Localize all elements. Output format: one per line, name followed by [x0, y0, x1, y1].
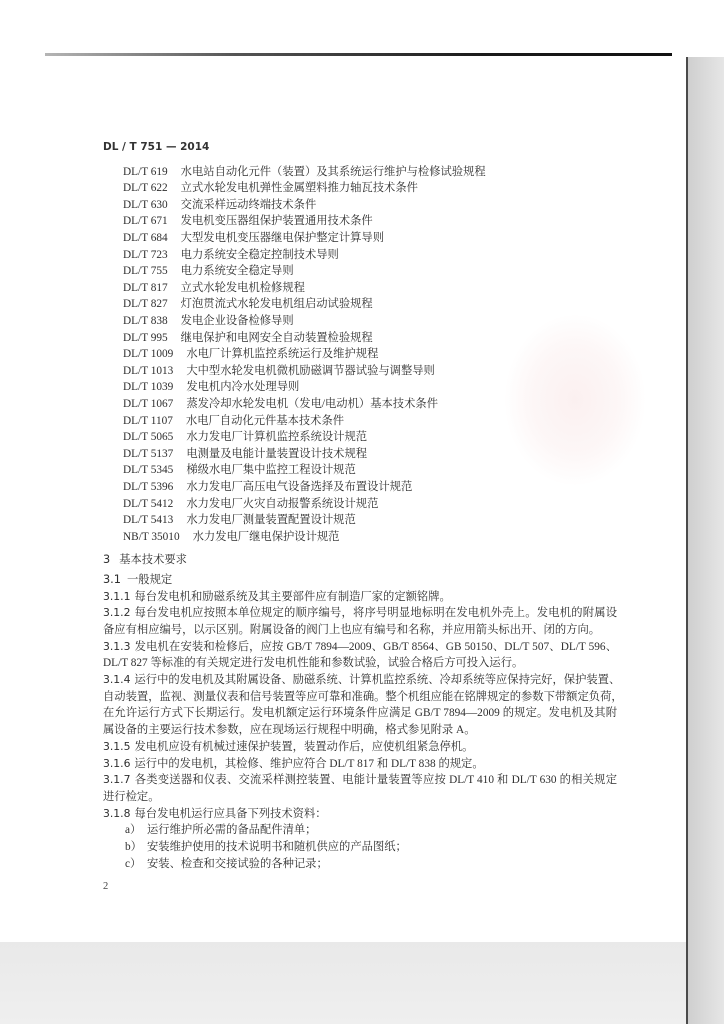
- scan-bottom-shade: [0, 942, 686, 1024]
- clause-text: 在允许运行方式下长期运行。发电机额定运行环境条件应满足 GB/T 7894—2009 的规定。发电机及其附: [103, 707, 617, 720]
- reference-code: DL/T 5396: [123, 480, 174, 493]
- reference-item: [123, 413, 623, 430]
- list-item-label: c）: [125, 857, 142, 870]
- list-item-label: b）: [125, 840, 142, 853]
- clause-text: DL/T 827 等标准的有关规定进行发电机性能和参数试验，试验合格后方可投入运行。: [103, 657, 524, 670]
- reference-title: 发电机变压器组保护装置通用技术条件: [180, 215, 373, 228]
- reference-title: 立式水轮发电机弹性金属塑料推力轴瓦技术条件: [180, 182, 418, 195]
- section-title: 基本技术要求: [119, 552, 187, 566]
- reference-item: [123, 446, 623, 463]
- scan-top-rule: [45, 53, 672, 56]
- reference-item: [123, 379, 623, 396]
- clause-text: 属设备的主要运行技术参数，应在现场运行规程中明确，格式参见附录 A。: [103, 724, 476, 737]
- reference-item: [123, 213, 623, 230]
- clause-number: 3.1.8: [103, 806, 131, 820]
- reference-item: [123, 496, 623, 513]
- reference-title: 交流采样远动终端技术条件: [180, 198, 317, 211]
- clause-text: 发电机应设有机械过速保护装置，装置动作后，应使机组紧急停机。: [134, 740, 474, 753]
- clause-text: 每台发电机运行应具备下列技术资料：: [134, 807, 327, 820]
- clause-text: 进行检定。: [103, 790, 160, 803]
- reference-code: DL/T 5065: [123, 431, 174, 444]
- clause-number: 3.1.4: [103, 673, 131, 687]
- list-item: [103, 856, 617, 873]
- reference-title: 发电机内冷水处理导则: [186, 381, 300, 394]
- clause-line: [103, 772, 617, 789]
- clause-body: [103, 589, 623, 873]
- list-item-text: 运行维护所必需的备品配件清单；: [147, 824, 317, 837]
- reference-title: 灯泡贯流式水轮发电机组启动试验规程: [180, 298, 373, 311]
- reference-item: [123, 230, 623, 247]
- section-heading: [103, 552, 187, 569]
- reference-item: [123, 479, 623, 496]
- reference-code: DL/T 619: [123, 165, 168, 178]
- reference-title: 蒸发冷却水轮发电机（发电/电动机）基本技术条件: [186, 398, 438, 410]
- clause-line: [103, 622, 617, 639]
- standard-code: DL / T 751 — 2014: [103, 141, 210, 153]
- reference-title: 水力发电厂高压电气设备选择及布置设计规范: [186, 480, 413, 493]
- reference-code: DL/T 622: [123, 182, 168, 195]
- reference-code: DL/T 995: [123, 331, 168, 344]
- reference-item: [123, 429, 623, 446]
- clause-text: 运行中的发电机，其检修、维护应符合 DL/T 817 和 DL/T 838 的规定。: [134, 757, 484, 770]
- reference-item: [123, 197, 623, 214]
- reference-code: DL/T 5345: [123, 464, 174, 477]
- clause-text: 自动装置，监视、测量仪表和信号装置等应可靠和准确。整个机组应能在铭牌规定的参数下带额定负荷，: [103, 690, 623, 703]
- clause-text: 运行中的发电机及其附属设备、励磁系统、计算机监控系统、冷却系统等应保持完好，保护装置、: [134, 674, 621, 687]
- reference-code: DL/T 838: [123, 315, 168, 328]
- clause-number: 3.1.3: [103, 639, 131, 653]
- clause-line: [103, 639, 617, 656]
- reference-item: [123, 247, 623, 264]
- clause-line: [103, 806, 617, 823]
- reference-title: 大型发电机变压器继电保护整定计算导则: [180, 232, 385, 245]
- clause-line: [103, 655, 617, 672]
- reference-item: [123, 346, 623, 363]
- reference-code: DL/T 755: [123, 265, 168, 278]
- reference-title: 水电厂计算机监控系统运行及维护规程: [186, 348, 379, 361]
- clause-number: 3.1.1: [103, 589, 131, 603]
- clause-text: 每台发电机和励磁系统及其主要部件应有制造厂家的定额铭牌。: [134, 590, 451, 603]
- reference-code: DL/T 5413: [123, 514, 174, 527]
- reference-title: 水电站自动化元件（装置）及其系统运行维护与检修试验规程: [180, 165, 486, 178]
- reference-item: [123, 164, 623, 181]
- clause-number: 3.1.6: [103, 756, 131, 770]
- reference-title: 水力发电厂火灾自动报警系统设计规范: [186, 497, 379, 510]
- clause-line: [103, 605, 617, 622]
- reference-title: 电力系统安全稳定导则: [180, 265, 294, 278]
- reference-title: 发电企业设备检修导则: [180, 315, 294, 328]
- reference-code: DL/T 827: [123, 298, 168, 311]
- clause-text: 备应有相应编号，以示区别。附属设备的阀门上也应有编号和名称，并应用箭头标出开、闭的方向。: [103, 624, 601, 637]
- reference-item: [123, 313, 623, 330]
- reference-code: DL/T 5412: [123, 497, 174, 510]
- reference-list: [123, 164, 623, 546]
- section-number: 3: [103, 552, 111, 566]
- reference-title: 水力发电厂计算机监控系统设计规范: [186, 431, 368, 444]
- clause-number: 3.1.2: [103, 606, 131, 620]
- clause-line: [103, 722, 617, 739]
- reference-code: DL/T 1039: [123, 381, 174, 394]
- clause-number: 3.1.5: [103, 739, 131, 753]
- page-number: 2: [103, 881, 109, 892]
- reference-item: [123, 363, 623, 380]
- reference-code: DL/T 723: [123, 248, 168, 261]
- reference-code: DL/T 671: [123, 215, 168, 228]
- reference-item: [123, 396, 623, 413]
- reference-item: [123, 280, 623, 297]
- reference-title: 电力系统安全稳定控制技术导则: [180, 248, 339, 261]
- reference-item: [123, 330, 623, 347]
- reference-title: 继电保护和电网安全自动装置检验规程: [180, 331, 373, 344]
- clause-number: 3.1.7: [103, 773, 131, 787]
- clause-text: 每台发电机应按照本单位规定的顺序编号，将序号明显地标明在发电机外壳上。发电机的附属设: [134, 607, 617, 620]
- clause-text: 发电机在安装和检修后，应按 GB/T 7894—2009、GB/T 8564、GB 50150、DL/T 507、DL/T 596、: [134, 640, 617, 653]
- clause-text: 各类变送器和仪表、交流采样测控装置、电能计量装置等应按 DL/T 410 和 DL/T 630 的相关规定: [134, 774, 617, 787]
- reference-code: DL/T 1009: [123, 348, 174, 361]
- clause-line: [103, 739, 617, 756]
- reference-code: DL/T 5137: [123, 447, 174, 460]
- reference-code: NB/T 35010: [123, 530, 180, 543]
- list-item: [103, 839, 617, 856]
- reference-title: 立式水轮发电机检修规程: [180, 281, 305, 294]
- list-item: [103, 822, 617, 839]
- reference-title: 水力发电厂测量装置配置设计规范: [186, 514, 356, 527]
- running-header: [103, 139, 209, 155]
- reference-item: [123, 462, 623, 479]
- reference-code: DL/T 1107: [123, 414, 173, 427]
- reference-title: 梯级水电厂集中监控工程设计规范: [186, 464, 356, 477]
- reference-code: DL/T 1067: [123, 398, 174, 410]
- clause-line: [103, 756, 617, 773]
- reference-item: [123, 263, 623, 280]
- reference-item: [123, 296, 623, 313]
- reference-code: DL/T 817: [123, 281, 168, 294]
- list-item-label: a）: [125, 824, 142, 837]
- subsection-heading: [103, 572, 172, 589]
- clause-line: [103, 672, 621, 689]
- scan-right-edge: [686, 57, 724, 1024]
- reference-code: DL/T 1013: [123, 364, 174, 377]
- clause-line: [103, 689, 623, 706]
- reference-item: [123, 512, 623, 529]
- clause-line: [103, 589, 617, 606]
- reference-title: 水力发电厂继电保护设计规范: [192, 530, 340, 543]
- subsection-number: 3.1: [103, 572, 121, 586]
- reference-item: [123, 180, 623, 197]
- subsection-title: 一般规定: [126, 572, 173, 586]
- reference-title: 电测量及电能计量装置设计技术规程: [186, 447, 368, 460]
- reference-title: 大中型水轮发电机微机励磁调节器试验与调整导则: [186, 364, 435, 377]
- list-item-text: 安装、检查和交接试验的各种记录；: [147, 857, 328, 870]
- clause-line: [103, 789, 617, 806]
- reference-code: DL/T 630: [123, 198, 168, 211]
- reference-code: DL/T 684: [123, 232, 168, 245]
- reference-title: 水电厂自动化元件基本技术条件: [185, 414, 345, 427]
- clause-line: [103, 705, 617, 722]
- list-item-text: 安装维护使用的技术说明书和随机供应的产品图纸；: [147, 840, 407, 853]
- reference-item: [123, 529, 623, 546]
